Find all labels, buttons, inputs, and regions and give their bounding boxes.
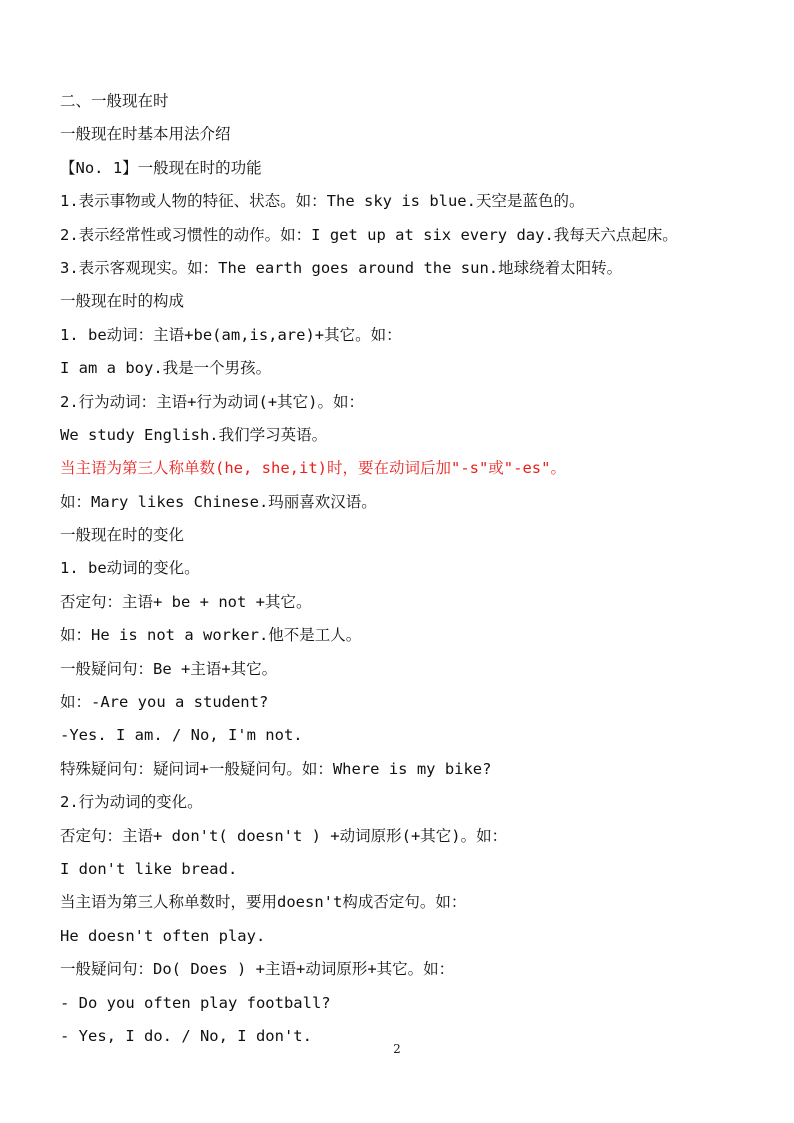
usage-item-3: 3.表示客观现实。如：The earth goes around the sun.地球绕着太阳转。 (60, 258, 623, 277)
action-verb-change-heading: 2.行为动词的变化。 (60, 793, 203, 812)
example-action-verb: We study English.我们学习英语。 (60, 425, 328, 444)
structure-item-action-verb: 2.行为动词：主语+行为动词(+其它)。如： (60, 392, 364, 411)
usage-item-1: 1.表示事物或人物的特征、状态。如：The sky is blue.天空是蓝色的。 (60, 192, 585, 211)
be-question-rule: 一般疑问句：Be +主语+其它。 (60, 659, 278, 678)
subsection-heading-changes: 一般现在时的变化 (60, 526, 185, 545)
action-verb-question-example: - Do you often play football? (60, 993, 331, 1012)
special-question-rule: 特殊疑问句：疑问词+一般疑问句。如：Where is my bike? (60, 759, 492, 778)
third-person-rule-highlight: 当主语为第三人称单数(he, she,it)时，要在动词后加"-s"或"-es"。 (60, 459, 566, 478)
page-number: 2 (393, 1042, 401, 1056)
subsection-heading-usage: 一般现在时基本用法介绍 (60, 125, 231, 144)
be-negative-rule: 否定句：主语+ be + not +其它。 (60, 592, 312, 611)
be-question-answer: -Yes. I am. / No, I'm not. (60, 726, 303, 745)
subsection-heading-structure: 一般现在时的构成 (60, 292, 185, 311)
be-change-heading: 1. be动词的变化。 (60, 559, 200, 578)
action-verb-question-rule: 一般疑问句：Do( Does ) +主语+动词原形+其它。如： (60, 960, 455, 979)
be-question-example: 如：-Are you a student? (60, 693, 269, 712)
action-verb-question-answer: - Yes, I do. / No, I don't. (60, 1026, 312, 1045)
example-third-person: 如：Mary likes Chinese.玛丽喜欢汉语。 (60, 492, 377, 511)
subsection-heading-function: 【No. 1】一般现在时的功能 (60, 158, 262, 177)
action-verb-negative-rule: 否定句：主语+ don't( doesn't ) +动词原形(+其它)。如： (60, 826, 508, 845)
action-verb-negative-example: I don't like bread. (60, 859, 238, 878)
usage-item-2: 2.表示经常性或习惯性的动作。如：I get up at six every day.我每天六点起床。 (60, 225, 678, 244)
third-person-negative-rule: 当主语为第三人称单数时，要用doesn't构成否定句。如： (60, 893, 467, 912)
be-negative-example: 如：He is not a worker.他不是工人。 (60, 626, 362, 645)
example-be: I am a boy.我是一个男孩。 (60, 359, 272, 378)
third-person-negative-example: He doesn't often play. (60, 926, 266, 945)
document-body (60, 85, 750, 1053)
structure-item-be: 1. be动词：主语+be(am,is,are)+其它。如： (60, 325, 402, 344)
section-heading: 二、一般现在时 (60, 92, 169, 110)
